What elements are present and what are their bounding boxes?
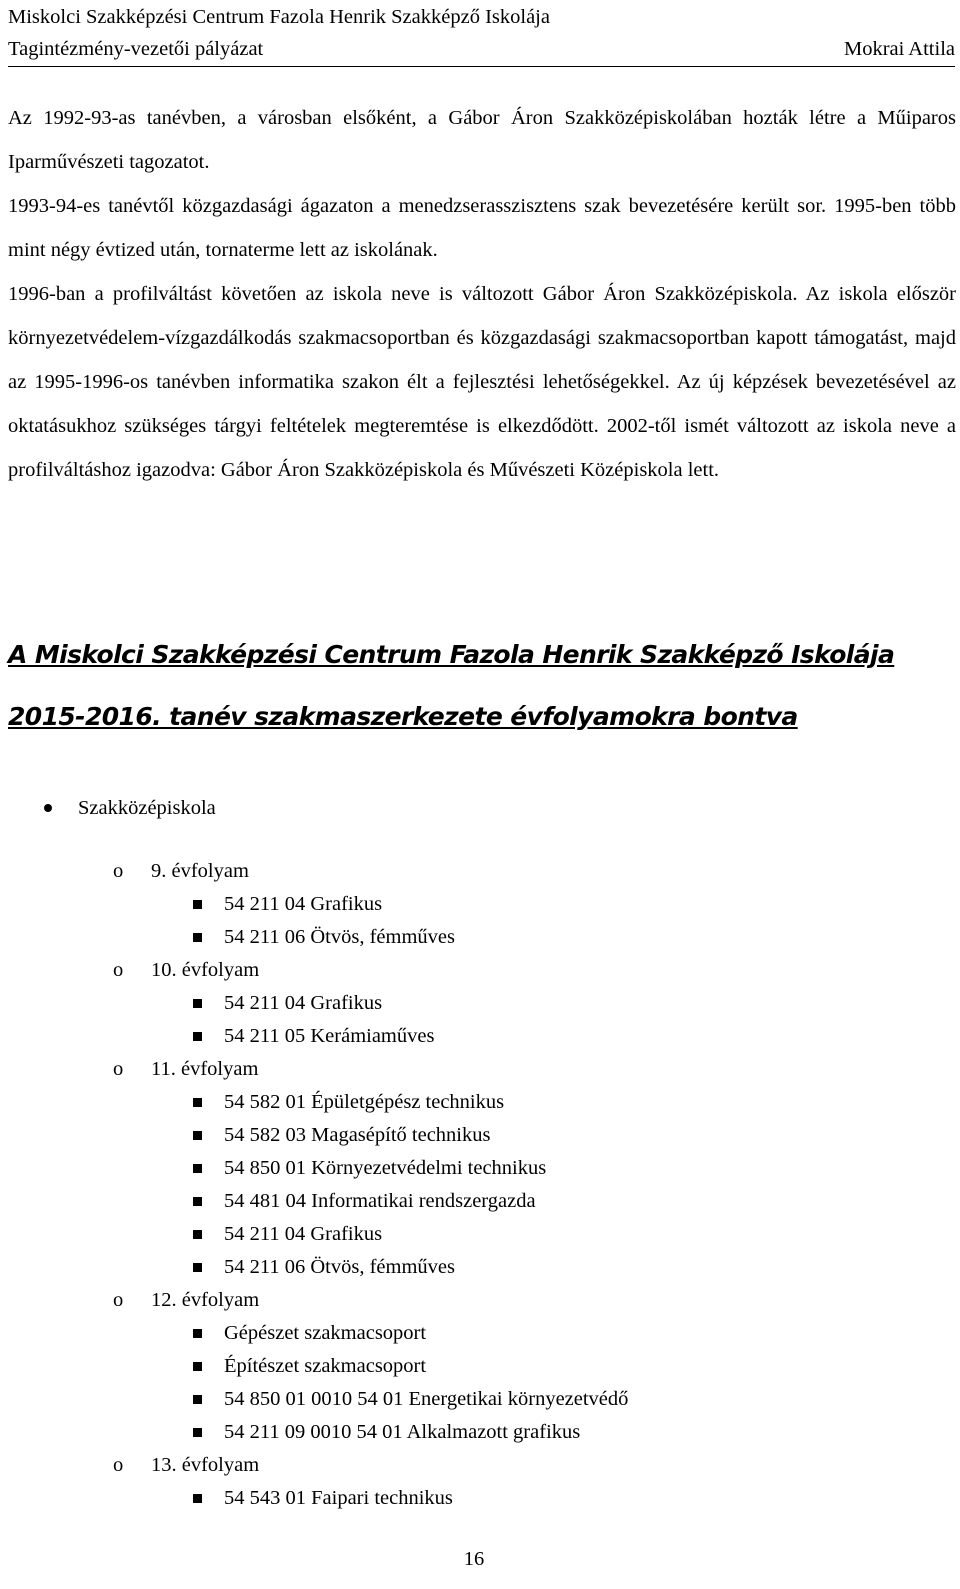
grade-block [0, 855, 948, 954]
program-label: 54 211 04 Grafikus [224, 893, 383, 915]
program-label: 54 211 04 Grafikus [224, 1223, 383, 1245]
circle-bullet-icon: o [113, 1454, 124, 1476]
circle-bullet-icon: o [113, 1058, 124, 1080]
grade-label: 13. évfolyam [151, 1454, 260, 1476]
program-label: 54 850 01 Környezetvédelmi technikus [224, 1157, 547, 1179]
program-label: 54 211 09 0010 54 01 Alkalmazott grafikus [224, 1421, 581, 1443]
program-item [0, 1416, 948, 1449]
program-item [0, 1152, 948, 1185]
square-bullet-icon [193, 1032, 202, 1041]
grade-label: 11. évfolyam [151, 1058, 259, 1080]
header-author: Mokrai Attila [843, 38, 955, 60]
grade-block [0, 954, 948, 1053]
grade-list [0, 855, 948, 1515]
grade-block [0, 1284, 948, 1449]
grade-heading [0, 1284, 948, 1317]
grade-label: 9. évfolyam [151, 860, 249, 882]
square-bullet-icon [193, 1164, 202, 1173]
header-divider [8, 66, 955, 67]
program-item [0, 1317, 948, 1350]
square-bullet-icon [193, 1263, 202, 1272]
program-item [0, 1185, 948, 1218]
square-bullet-icon [193, 1197, 202, 1206]
circle-bullet-icon: o [113, 959, 124, 981]
program-label: 54 850 01 0010 54 01 Energetikai környezetvédő [224, 1388, 629, 1410]
program-label: 54 582 01 Épületgépész technikus [224, 1091, 505, 1113]
square-bullet-icon [193, 1395, 202, 1404]
square-bullet-icon [193, 1329, 202, 1338]
program-item [0, 1383, 948, 1416]
paragraph-3: 1996-ban a profilváltást követően az iskola neve is változott Gábor Áron Szakközépiskola. Az iskola először környezetvédelem-vízgazdálkodás szakmacsoportban és közgazdasági szakmacsoportban kapott támogatást, majd az 1995-1996-os tanévben informatika szakon élt a fejlesztési lehetőségekkel. Az új képzések bevezetésével az oktatásukhoz szükséges tárgyi feltételek megteremtése is elkezdődött. 2002-től ismét változott az iskola neve a profilváltáshoz igazodva: Gábor Áron Szakközépiskola és Művészeti Középiskola lett. [8, 283, 956, 481]
square-bullet-icon [193, 1494, 202, 1503]
program-item [0, 1350, 948, 1383]
circle-bullet-icon: o [113, 1289, 124, 1311]
program-label: 54 481 04 Informatikai rendszergazda [224, 1190, 536, 1212]
grade-heading [0, 1449, 948, 1482]
paragraph-1: Az 1992-93-as tanévben, a városban elsőként, a Gábor Áron Szakközépiskolában hozták létre a Műiparos Iparművészeti tagozatot. [8, 107, 956, 173]
history-text [8, 96, 956, 492]
list-item-school-type [0, 788, 948, 828]
square-bullet-icon [193, 1362, 202, 1371]
program-label: 54 211 06 Ötvös, fémműves [224, 1256, 455, 1278]
page-number: 16 [463, 1548, 485, 1570]
program-item [0, 1086, 948, 1119]
program-label: 54 543 01 Faipari technikus [224, 1487, 453, 1509]
header-subtitle-row [8, 34, 955, 64]
square-bullet-icon [193, 1098, 202, 1107]
grade-heading [0, 1053, 948, 1086]
program-item [0, 1251, 948, 1284]
section-title-line2 [8, 702, 956, 731]
grade-block [0, 1449, 948, 1515]
square-bullet-icon [193, 1230, 202, 1239]
grade-label: 12. évfolyam [151, 1289, 260, 1311]
section-title-line2-text: 2015-2016. tanév szakmaszerkezete évfolyamokra bontva [8, 702, 798, 731]
grade-heading [0, 954, 948, 987]
square-bullet-icon [193, 1131, 202, 1140]
program-item [0, 1218, 948, 1251]
section-title-line1: A Miskolci Szakképzési Centrum Fazola Henrik Szakképző Iskolája [8, 640, 895, 669]
square-bullet-icon [193, 1428, 202, 1437]
grade-heading [0, 855, 948, 888]
school-type-label: Szakközépiskola [78, 797, 216, 819]
program-label: 54 211 05 Kerámiaműves [224, 1025, 435, 1047]
program-label: 54 211 04 Grafikus [224, 992, 383, 1014]
square-bullet-icon [193, 999, 202, 1008]
bullet-dot-icon [44, 804, 52, 812]
program-label: 54 582 03 Magasépítő technikus [224, 1124, 491, 1146]
program-item [0, 1482, 948, 1515]
program-item [0, 888, 948, 921]
grade-block [0, 1053, 948, 1284]
page-header [8, 0, 955, 67]
school-type-list [0, 788, 948, 828]
program-item [0, 1020, 948, 1053]
program-item [0, 987, 948, 1020]
program-item [0, 921, 948, 954]
square-bullet-icon [193, 933, 202, 942]
circle-bullet-icon: o [113, 860, 124, 882]
header-subtitle: Tagintézmény-vezetői pályázat [8, 38, 264, 60]
program-label: Építészet szakmacsoport [224, 1355, 427, 1377]
paragraph-2: 1993-94-es tanévtől közgazdasági ágazaton a menedzserasszisztens szak bevezetésére került sor. 1995-ben több mint négy évtized után, tornaterme lett az iskolának. [8, 195, 956, 261]
header-school-name: Miskolci Szakképzési Centrum Fazola Henrik Szakképző Iskolája [8, 6, 550, 28]
square-bullet-icon [193, 900, 202, 909]
program-item [0, 1119, 948, 1152]
program-label: Gépészet szakmacsoport [224, 1322, 427, 1344]
program-label: 54 211 06 Ötvös, fémműves [224, 926, 455, 948]
grade-label: 10. évfolyam [151, 959, 260, 981]
